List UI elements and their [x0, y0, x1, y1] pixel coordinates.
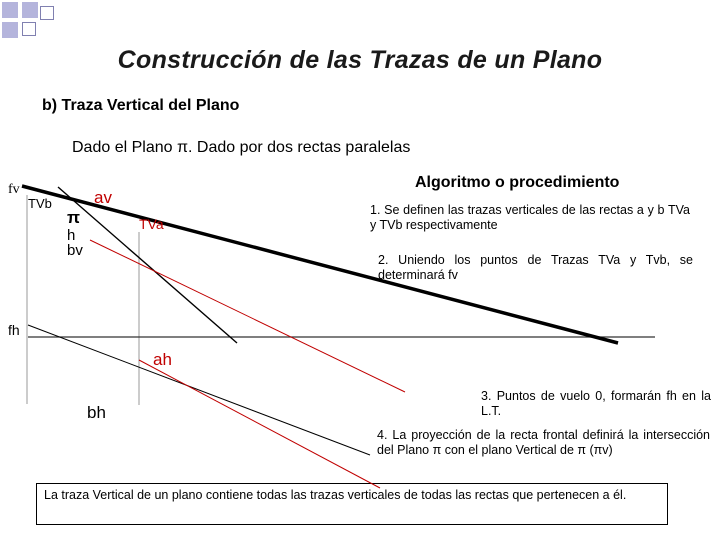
step-4: 4. La proyección de la recta frontal definirá la intersección del Plano π con el plano Vertical de π (πv) — [377, 428, 710, 457]
step-2: 2. Uniendo los puntos de Trazas TVa y Tvb, se determinará fv — [378, 253, 693, 282]
fv-trace — [22, 186, 618, 343]
label-ah: ah — [153, 350, 172, 369]
label-fh: fh — [8, 322, 20, 338]
subtitle: b) Traza Vertical del Plano — [42, 97, 240, 114]
step-3: 3. Puntos de vuelo 0, formarán fh en la L.T. — [481, 389, 711, 418]
label-fv: fv — [8, 182, 20, 197]
label-tvb: TVb — [28, 196, 52, 211]
label-av: av — [94, 188, 112, 207]
step-1: 1. Se definen las trazas verticales de las rectas a y b TVa y TVb respectivamente — [370, 203, 690, 232]
label-bv: bv — [67, 242, 83, 259]
av-line — [58, 187, 237, 343]
label-tva: TVa — [139, 216, 164, 232]
bh-line — [139, 360, 380, 488]
algorithm-title: Algoritmo o procedimiento — [415, 174, 620, 191]
given-statement: Dado el Plano π. Dado por dos rectas paralelas — [72, 139, 411, 156]
label-pi: π — [67, 208, 81, 227]
label-bh: bh — [87, 403, 106, 422]
conclusion-box: La traza Vertical de un plano contiene todas las trazas verticales de todas las rectas que pertenecen a él. — [36, 483, 668, 525]
fh-line — [28, 325, 370, 455]
label-h: h — [67, 227, 76, 244]
bv-line — [90, 240, 405, 392]
page-title: Construcción de las Trazas de un Plano — [117, 46, 603, 74]
